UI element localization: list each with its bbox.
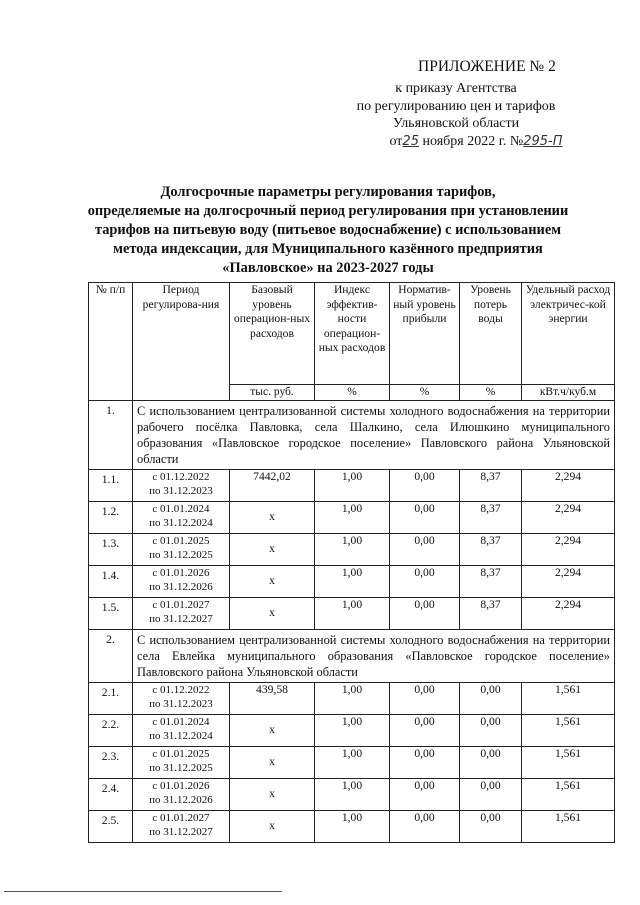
base-opex-cell: х: [230, 502, 315, 534]
row-number: 1.4.: [89, 566, 133, 598]
period-from: с 01.01.2025: [152, 748, 210, 760]
unit-cell: тыс. руб.: [230, 385, 315, 401]
table-row: [89, 566, 615, 598]
energy-consumption-cell: 1,561: [522, 811, 615, 843]
col-header-index: Индекс эффектив-ности операцион-ных расходов: [315, 283, 390, 385]
water-loss-cell: 8,37: [460, 566, 522, 598]
section-number: 1.: [89, 401, 133, 470]
water-loss-cell: 0,00: [460, 683, 522, 715]
profit-level-cell: 0,00: [390, 534, 460, 566]
appendix-heading: ПРИЛОЖЕНИЕ № 2: [418, 58, 556, 75]
col-header-period: Период регулирова-ния: [133, 283, 230, 401]
order-number-handwritten: 295-П: [523, 133, 563, 149]
energy-consumption-cell: 1,561: [522, 683, 615, 715]
base-opex-cell: х: [230, 779, 315, 811]
unit-cell: кВт.ч/куб.м: [522, 385, 615, 401]
profit-level-cell: 0,00: [390, 747, 460, 779]
period-from: с 01.01.2024: [152, 716, 210, 728]
table-row: [89, 502, 615, 534]
title-line: определяемые на долгосрочный период регулирования при установлении: [87, 203, 569, 219]
base-opex-cell: 7442,02: [230, 470, 315, 502]
water-loss-cell: 0,00: [460, 811, 522, 843]
profit-level-cell: 0,00: [390, 470, 460, 502]
period-from: с 01.01.2025: [152, 535, 210, 547]
row-number: 2.2.: [89, 715, 133, 747]
table-row: [89, 811, 615, 843]
unit-cell: %: [460, 385, 522, 401]
energy-consumption-cell: 2,294: [522, 470, 615, 502]
table-row: [89, 683, 615, 715]
order-line: Ульяновской области: [392, 116, 520, 131]
period-cell: [133, 470, 230, 502]
table-row: [89, 470, 615, 502]
order-reference: [306, 80, 606, 150]
energy-consumption-cell: 2,294: [522, 502, 615, 534]
efficiency-index-cell: 1,00: [315, 566, 390, 598]
period-to: по 31.12.2024: [149, 517, 213, 529]
row-number: 2.3.: [89, 747, 133, 779]
water-loss-cell: 8,37: [460, 598, 522, 630]
section-description: С использованием централизованной системы холодного водоснабжения на территории села Евлейка муниципального образования «Павловское городское поселение» Павловского района Ульяновской области: [133, 630, 615, 683]
order-line: по регулированию цен и тарифов: [356, 98, 556, 114]
table-row: [89, 779, 615, 811]
period-to: по 31.12.2023: [149, 698, 213, 710]
water-loss-cell: 0,00: [460, 747, 522, 779]
profit-level-cell: 0,00: [390, 715, 460, 747]
period-from: с 01.01.2026: [152, 567, 210, 579]
period-cell: [133, 566, 230, 598]
section-description: С использованием централизованной системы холодного водоснабжения на территории рабочего посёлка Павловка, села Шалкино, села Илюшкино муниципального образования «Павловское городское поселение» Павловского района Ульяновской области: [133, 401, 615, 470]
efficiency-index-cell: 1,00: [315, 470, 390, 502]
period-cell: [133, 811, 230, 843]
date-prefix: от: [389, 133, 403, 149]
col-header-loss: Уровень потерь воды: [460, 283, 522, 385]
period-to: по 31.12.2026: [149, 581, 213, 593]
col-header-num: № п/п: [89, 283, 133, 401]
section-row: [89, 401, 615, 470]
base-opex-cell: х: [230, 811, 315, 843]
efficiency-index-cell: 1,00: [315, 779, 390, 811]
date-rest: ноября 2022 г. №: [422, 133, 524, 149]
period-to: по 31.12.2025: [149, 549, 213, 561]
row-number: 2.1.: [89, 683, 133, 715]
energy-consumption-cell: 1,561: [522, 779, 615, 811]
base-opex-cell: х: [230, 566, 315, 598]
period-from: с 01.01.2024: [152, 503, 210, 515]
period-cell: [133, 779, 230, 811]
col-header-energy: Удельный расход электричес-кой энергии: [522, 283, 615, 385]
row-number: 1.2.: [89, 502, 133, 534]
water-loss-cell: 0,00: [460, 779, 522, 811]
efficiency-index-cell: 1,00: [315, 811, 390, 843]
profit-level-cell: 0,00: [390, 779, 460, 811]
footnote-divider: [4, 891, 282, 892]
profit-level-cell: 0,00: [390, 502, 460, 534]
date-day-handwritten: 25: [402, 133, 419, 149]
period-from: с 01.01.2027: [152, 599, 210, 611]
col-header-profit: Норматив-ный уровень прибыли: [390, 283, 460, 385]
base-opex-cell: х: [230, 715, 315, 747]
period-cell: [133, 747, 230, 779]
period-cell: [133, 683, 230, 715]
profit-level-cell: 0,00: [390, 598, 460, 630]
period-to: по 31.12.2027: [149, 826, 213, 838]
section-number: 2.: [89, 630, 133, 683]
efficiency-index-cell: 1,00: [315, 534, 390, 566]
period-to: по 31.12.2023: [149, 485, 213, 497]
base-opex-cell: 439,58: [230, 683, 315, 715]
period-to: по 31.12.2026: [149, 794, 213, 806]
period-cell: [133, 598, 230, 630]
order-date: [306, 133, 606, 151]
period-from: с 01.01.2027: [152, 812, 210, 824]
title-line: тарифов на питьевую воду (питьевое водоснабжение) с использованием: [94, 222, 562, 238]
efficiency-index-cell: 1,00: [315, 598, 390, 630]
row-number: 2.5.: [89, 811, 133, 843]
period-cell: [133, 534, 230, 566]
energy-consumption-cell: 2,294: [522, 534, 615, 566]
profit-level-cell: 0,00: [390, 683, 460, 715]
section-row: [89, 630, 615, 683]
efficiency-index-cell: 1,00: [315, 683, 390, 715]
period-cell: [133, 715, 230, 747]
period-from: с 01.12.2022: [152, 471, 210, 483]
profit-level-cell: 0,00: [390, 566, 460, 598]
header-row: [89, 283, 615, 385]
period-to: по 31.12.2025: [149, 762, 213, 774]
unit-cell: %: [390, 385, 460, 401]
energy-consumption-cell: 1,561: [522, 715, 615, 747]
period-from: с 01.12.2022: [152, 684, 210, 696]
period-cell: [133, 502, 230, 534]
title-line: метода индексации, для Муниципального казённого предприятия: [113, 241, 543, 257]
row-number: 1.1.: [89, 470, 133, 502]
row-number: 2.4.: [89, 779, 133, 811]
efficiency-index-cell: 1,00: [315, 715, 390, 747]
title-line: Долгосрочные параметры регулирования тарифов,: [160, 184, 496, 200]
efficiency-index-cell: 1,00: [315, 502, 390, 534]
water-loss-cell: 8,37: [460, 470, 522, 502]
col-header-base: Базовый уровень операцион-ных расходов: [230, 283, 315, 385]
unit-cell: %: [315, 385, 390, 401]
table-row: [89, 715, 615, 747]
period-to: по 31.12.2027: [149, 613, 213, 625]
table-row: [89, 598, 615, 630]
water-loss-cell: 8,37: [460, 502, 522, 534]
parameters-table: [88, 282, 615, 843]
water-loss-cell: 0,00: [460, 715, 522, 747]
profit-level-cell: 0,00: [390, 811, 460, 843]
efficiency-index-cell: 1,00: [315, 747, 390, 779]
table-body: [89, 401, 615, 843]
table-row: [89, 747, 615, 779]
row-number: 1.3.: [89, 534, 133, 566]
water-loss-cell: 8,37: [460, 534, 522, 566]
row-number: 1.5.: [89, 598, 133, 630]
energy-consumption-cell: 2,294: [522, 566, 615, 598]
base-opex-cell: х: [230, 747, 315, 779]
base-opex-cell: х: [230, 534, 315, 566]
period-from: с 01.01.2026: [152, 780, 210, 792]
base-opex-cell: х: [230, 598, 315, 630]
document-title: [58, 183, 598, 278]
title-line: «Павловское» на 2023-2027 годы: [222, 260, 434, 276]
order-line: к приказу Агентства: [395, 81, 517, 96]
table-row: [89, 534, 615, 566]
energy-consumption-cell: 2,294: [522, 598, 615, 630]
energy-consumption-cell: 1,561: [522, 747, 615, 779]
period-to: по 31.12.2024: [149, 730, 213, 742]
